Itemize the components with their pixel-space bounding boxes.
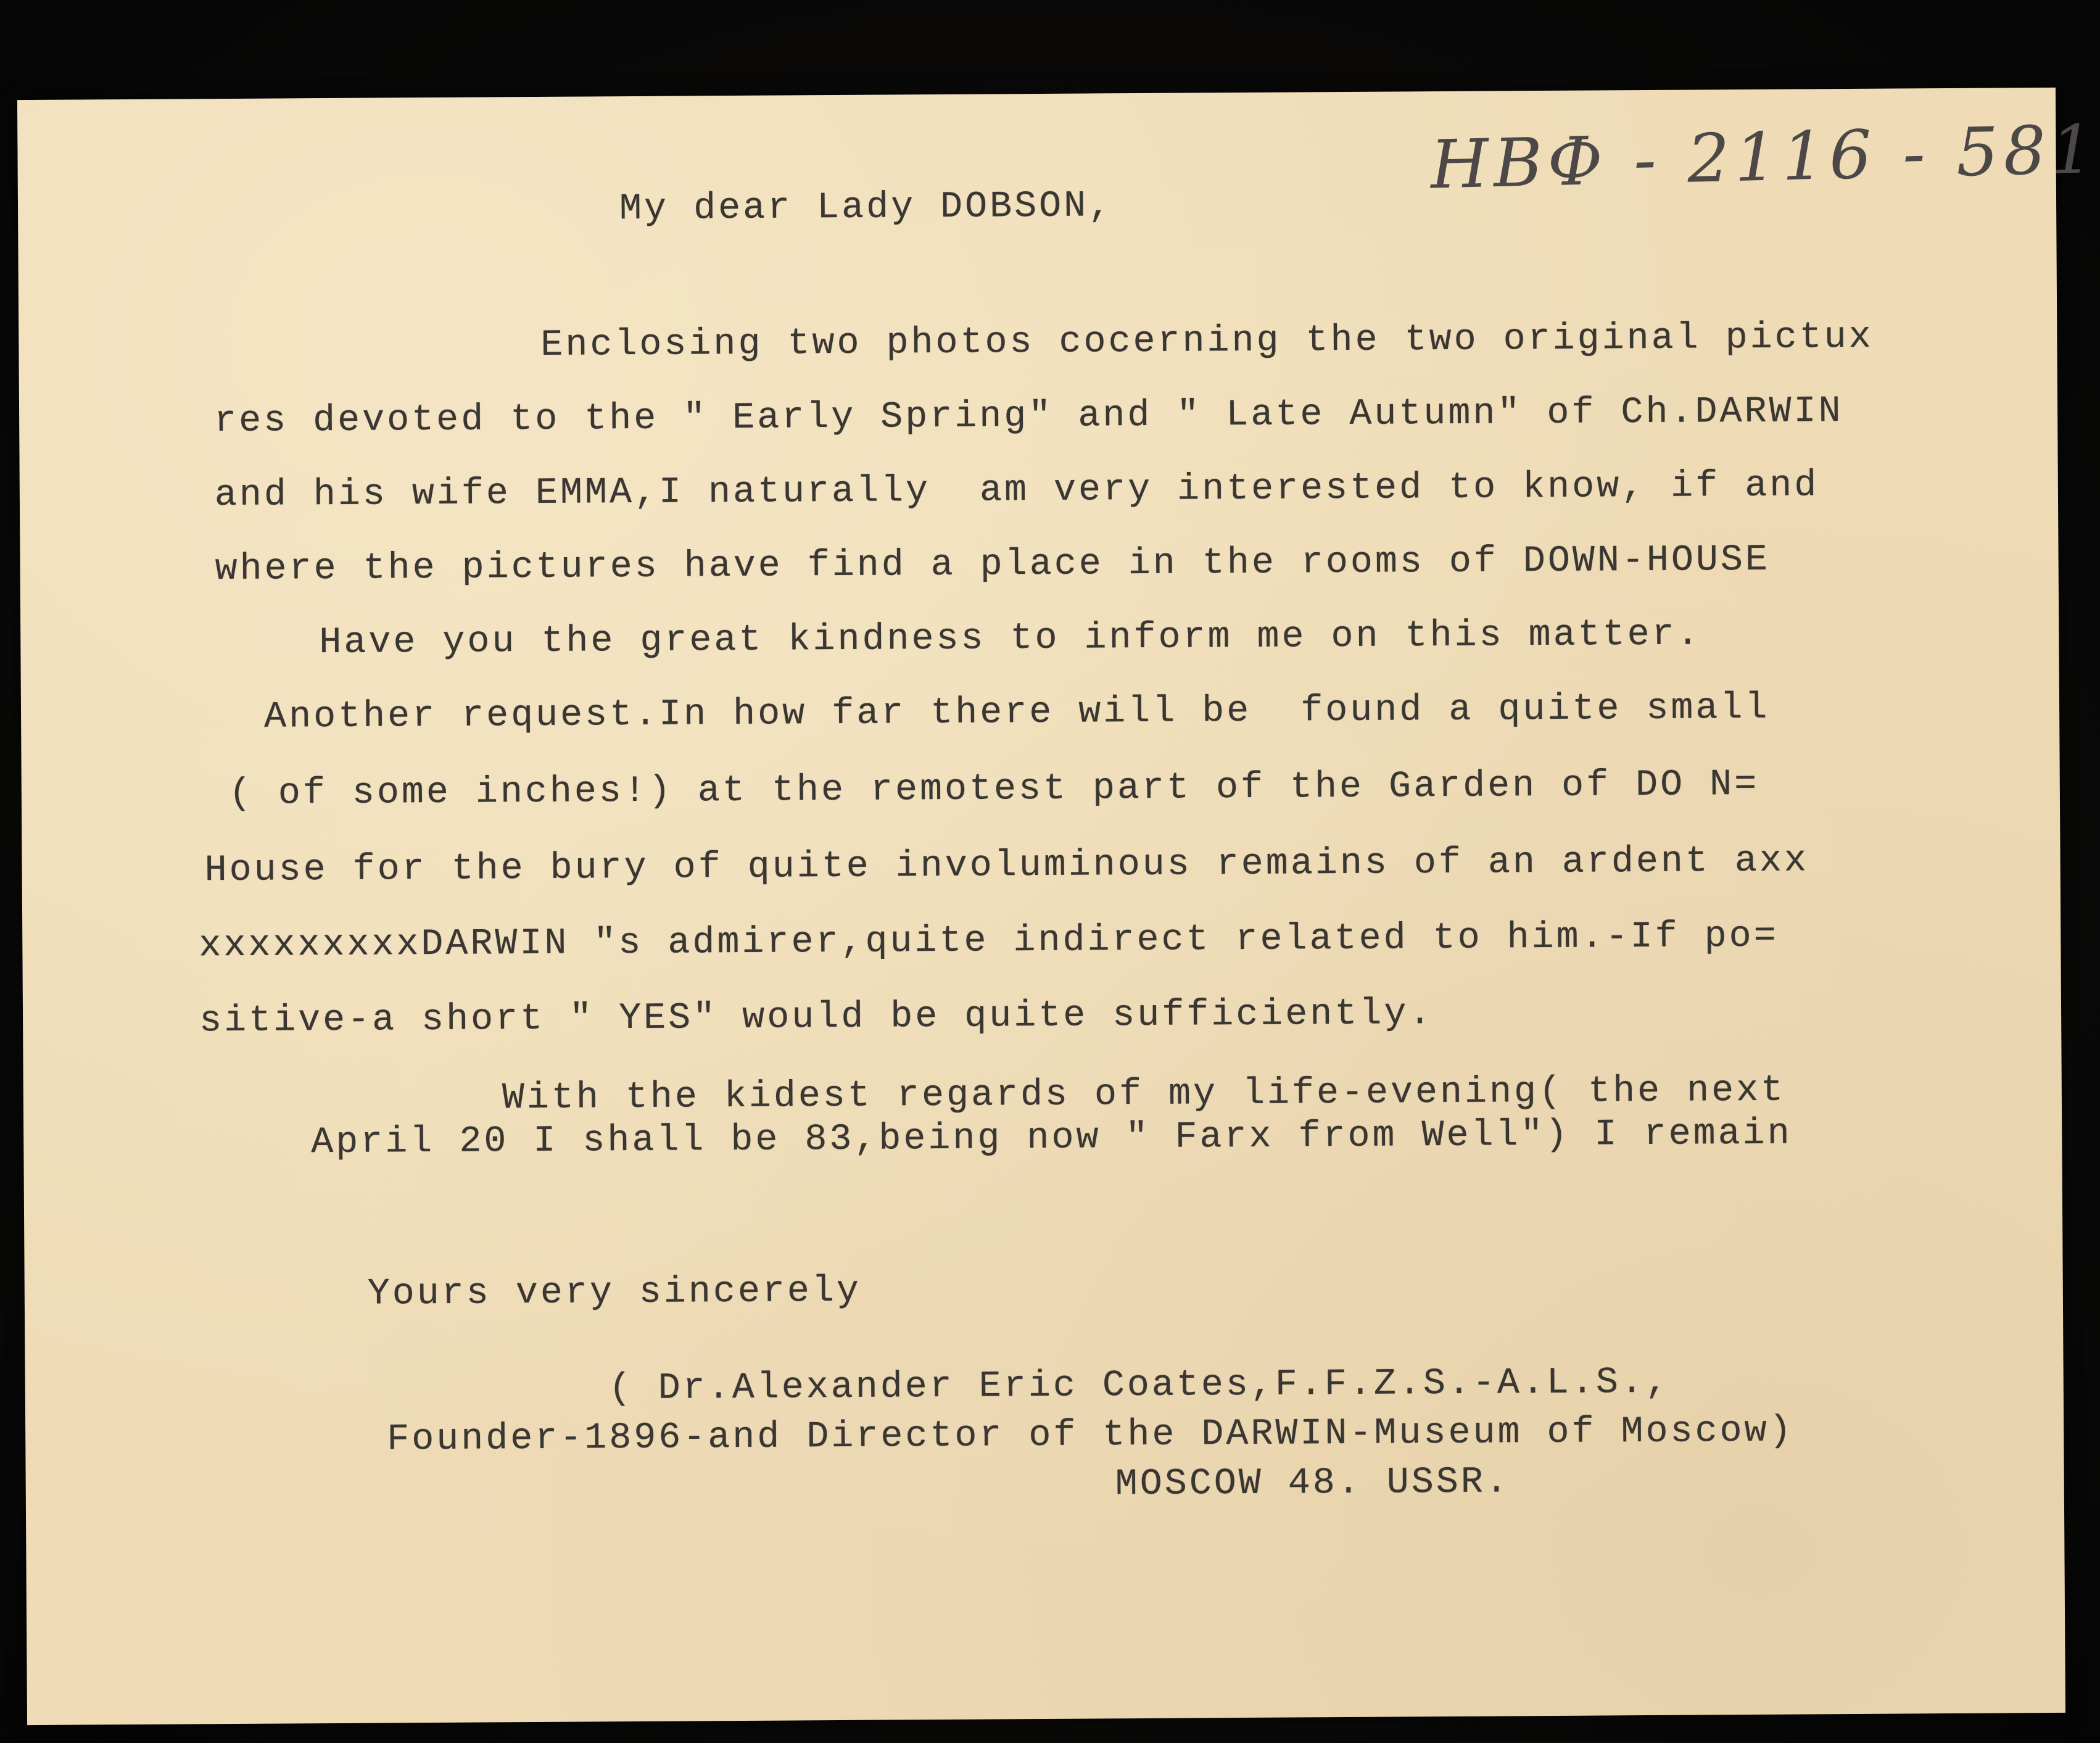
salutation: My dear Lady DOBSON, (619, 185, 1114, 231)
body-line: House for the bury of quite involuminous remains of an ardent axx (204, 840, 1809, 892)
body-line: Enclosing two photos cocerning the two original pictux (540, 316, 1874, 366)
body-line: Have you the great kindness to inform me on this matter. (319, 613, 1701, 664)
body-line: ( of some inches!) at the remotest part of the Garden of DO N= (228, 763, 1759, 816)
body-line: xxxxxxxxxDARWIN "s admirer,quite indirect related to him.-If po= (199, 915, 1779, 967)
signature-line: Founder-1896-and Director of the DARWIN-Museum of Moscow) (387, 1410, 1794, 1461)
body-line: and his wife EMMA,I naturally am very interested to know, if and (214, 465, 1819, 517)
body-line: res devoted to the " Early Spring" and " Late Autumn" of Ch.DARWIN (213, 391, 1843, 443)
body-line: April 20 I shall be 83,being now " Farx from Well") I remain (311, 1112, 1792, 1164)
body-line: sitive-a short " YES" would be quite sufficiently. (199, 993, 1434, 1043)
archive-number: НВФ - 2116 - 581 (1429, 111, 2099, 204)
letter-page (17, 88, 2099, 1725)
closing: Yours very sincerely (367, 1270, 862, 1315)
signature-line: ( Dr.Alexander Eric Coates,F.F.Z.S.-A.L.S., (608, 1361, 1671, 1410)
signature-line: MOSCOW 48. USSR. (1115, 1461, 1511, 1506)
body-line: where the pictures have find a place in the rooms of DOWN-HOUSE (215, 539, 1771, 591)
body-line: With the kidest regards of my life-evening( the next (502, 1069, 1786, 1120)
body-line: Another request.In how far there will be found a quite small (263, 687, 1770, 739)
